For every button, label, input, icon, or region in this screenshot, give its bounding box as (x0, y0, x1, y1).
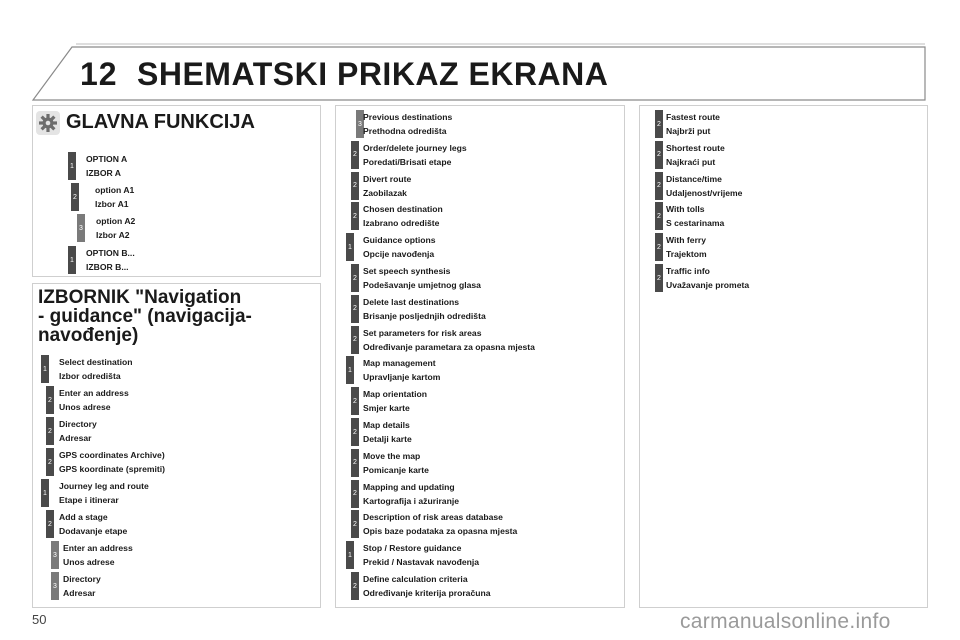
level-badge: 3 (51, 541, 59, 569)
item-label-hr: Dodavanje etape (59, 526, 128, 536)
item-label-en: Directory (63, 574, 101, 584)
item-label-hr: S cestarinama (666, 218, 725, 229)
item-label-en: Previous destinations (363, 112, 453, 122)
item-label-hr: Smjer karte (363, 403, 410, 414)
level-badge: 2 (655, 202, 663, 230)
level-badge: 2 (46, 386, 54, 414)
item-label-hr: Opis baze podataka za opasna mjesta (363, 526, 518, 537)
item-label-en: Journey leg and route (59, 481, 149, 491)
item-label-en: Chosen destination (363, 204, 443, 215)
item-label-en: Move the map (363, 450, 421, 461)
main-function-title: GLAVNA FUNKCIJA (66, 111, 255, 133)
item-label-en: Delete last destinations (363, 296, 459, 307)
level-badge: 1 (346, 541, 354, 569)
item-label-hr: Uvažavanje prometa (666, 280, 750, 290)
watermark-text: carmanualsonline.info (680, 610, 891, 633)
item-label-hr: IZBOR B... (86, 262, 129, 272)
level-badge: 2 (351, 480, 359, 508)
item-label-en: Guidance options (363, 235, 436, 246)
item-label-en: Divert route (363, 173, 412, 184)
item-label-hr: Zaobilazak (363, 187, 407, 198)
level-badge: 2 (655, 172, 663, 200)
item-label-en: With tolls (666, 204, 705, 215)
item-label-en: Description of risk areas database (363, 512, 503, 523)
level-badge: 1 (346, 356, 354, 384)
item-label-en: Traffic info (666, 266, 710, 276)
item-label-en: Order/delete journey legs (363, 142, 467, 153)
item-label-en: Enter an address (63, 543, 133, 553)
item-label-en: Map details (363, 420, 410, 430)
item-label-en: Enter an address (59, 388, 129, 398)
item-label-hr: Izabrano odredište (363, 218, 440, 229)
item-label-en: option A2 (96, 216, 136, 226)
item-label-hr: Prekid / Nastavak navođenja (363, 557, 480, 568)
level-badge: 2 (46, 448, 54, 476)
item-label-hr: Unos adrese (59, 402, 111, 412)
item-label-hr: Brisanje posljednjih odredišta (363, 310, 486, 321)
level-badge: 3 (356, 110, 364, 138)
level-badge: 2 (71, 183, 79, 211)
level-badge: 2 (351, 202, 359, 230)
item-label-en: OPTION B... (86, 248, 135, 258)
item-label-hr: Upravljanje kartom (363, 372, 441, 383)
level-badge: 2 (46, 510, 54, 538)
level-badge: 2 (655, 264, 663, 292)
level-badge: 1 (68, 152, 76, 180)
item-label-en: Add a stage (59, 512, 108, 522)
item-label-hr: Opcije navođenja (363, 249, 435, 260)
item-label-en: Map management (363, 358, 436, 369)
item-label-en: Mapping and updating (363, 481, 455, 492)
chapter-header-band (0, 0, 960, 110)
navigation-menu-title: IZBORNIK "Navigation - guidance" (navigacija- navođenje) (38, 287, 252, 346)
level-badge: 1 (346, 233, 354, 261)
item-label-en: Set parameters for risk areas (363, 327, 482, 338)
chapter-number: 12 (80, 56, 118, 92)
level-badge: 2 (655, 233, 663, 261)
level-badge: 3 (77, 214, 85, 242)
item-label-en: With ferry (666, 235, 707, 246)
chapter-title: SHEMATSKI PRIKAZ EKRANA (137, 56, 609, 92)
level-badge: 2 (351, 418, 359, 446)
level-badge: 2 (655, 141, 663, 169)
item-label-hr: Etape i itinerar (59, 495, 119, 505)
item-label-en: Distance/time (666, 173, 722, 184)
item-label-hr: Podešavanje umjetnog glasa (363, 280, 481, 290)
item-label-hr: Određivanje kriterija proračuna (363, 588, 491, 598)
item-label-hr: Prethodna odredišta (363, 126, 447, 136)
item-label-hr: Najbrži put (666, 126, 711, 136)
item-label-hr: Određivanje parametara za opasna mjesta (363, 341, 535, 352)
level-badge: 2 (46, 417, 54, 445)
level-badge: 1 (41, 355, 49, 383)
item-label-hr: Izbor A2 (96, 230, 130, 240)
item-label-en: OPTION A (86, 154, 128, 164)
level-badge: 2 (351, 449, 359, 477)
item-label-hr: IZBOR A (86, 168, 122, 178)
level-badge: 2 (351, 172, 359, 200)
level-badge: 3 (51, 572, 59, 600)
level-badge: 1 (68, 246, 76, 274)
level-badge: 2 (351, 510, 359, 538)
item-label-hr: Pomicanje karte (363, 464, 429, 475)
item-label-hr: Unos adrese (63, 557, 115, 567)
item-label-hr: GPS koordinate (spremiti) (59, 464, 166, 474)
item-label-en: Select destination (59, 357, 133, 367)
item-label-hr: Trajektom (666, 249, 707, 260)
level-badge: 2 (351, 326, 359, 354)
level-badge: 2 (351, 295, 359, 323)
item-label-hr: Kartografija i ažuriranje (363, 495, 459, 506)
item-label-hr: Adresar (63, 588, 96, 598)
item-label-en: Directory (59, 419, 97, 429)
item-label-hr: Izbor odredišta (59, 371, 121, 381)
item-label-en: option A1 (95, 185, 135, 195)
level-badge: 2 (655, 110, 663, 138)
level-badge: 2 (351, 141, 359, 169)
item-label-hr: Poredati/Brisati etape (363, 156, 452, 167)
item-label-en: Fastest route (666, 112, 720, 122)
level-badge: 2 (351, 572, 359, 600)
gear-icon (36, 111, 60, 135)
page-number: 50 (32, 612, 47, 627)
item-label-en: GPS coordinates Archive) (59, 450, 165, 460)
level-badge: 1 (41, 479, 49, 507)
item-label-hr: Udaljenost/vrijeme (666, 187, 743, 198)
item-label-hr: Izbor A1 (95, 199, 129, 209)
item-label-en: Stop / Restore guidance (363, 543, 462, 554)
item-label-hr: Detalji karte (363, 434, 412, 444)
item-label-en: Map orientation (363, 389, 427, 400)
item-label-en: Shortest route (666, 142, 725, 153)
level-badge: 2 (351, 387, 359, 415)
item-label-hr: Najkraći put (666, 156, 716, 167)
item-label-en: Define calculation criteria (363, 574, 468, 584)
item-label-hr: Adresar (59, 433, 92, 443)
level-badge: 2 (351, 264, 359, 292)
item-label-en: Set speech synthesis (363, 266, 451, 276)
